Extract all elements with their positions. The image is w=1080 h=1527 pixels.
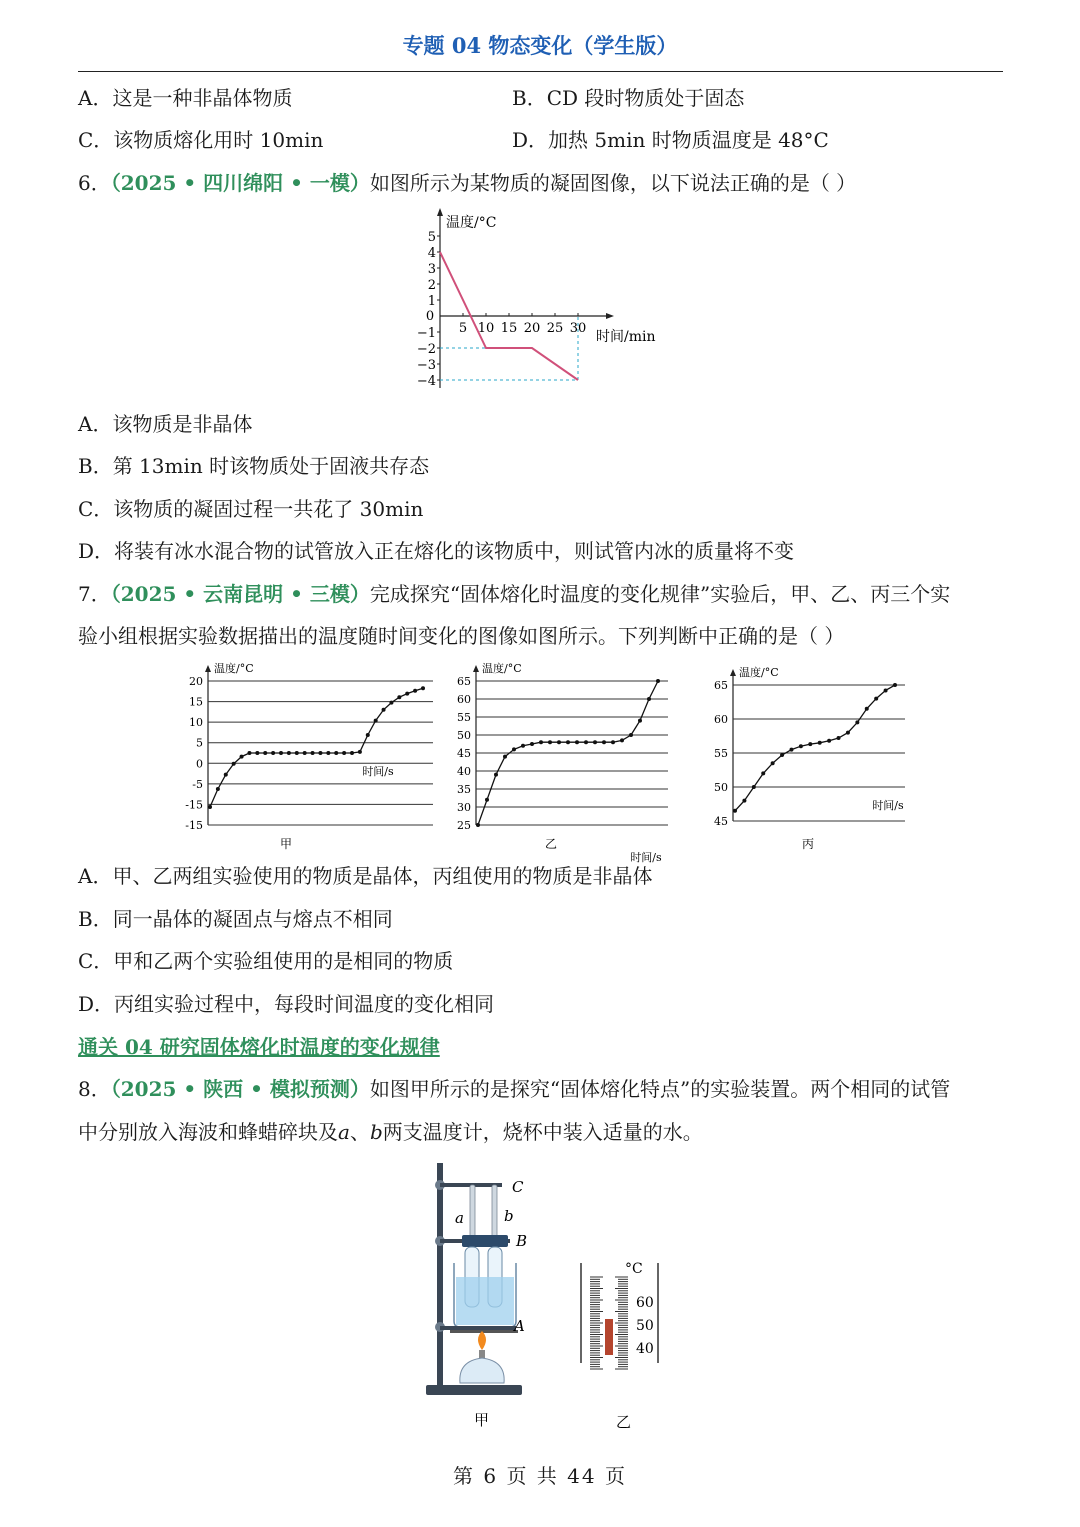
q7-point <box>413 689 417 693</box>
q7-ytick: 45 <box>457 747 471 760</box>
q7-point <box>752 785 756 789</box>
q6-xtick: 10 <box>477 321 495 336</box>
q7-point <box>780 753 784 757</box>
q6-option-a: A．该物质是非晶体 <box>78 412 253 436</box>
q7-ytick: 45 <box>714 815 728 828</box>
q7-point <box>733 809 737 813</box>
q7-point <box>855 720 859 724</box>
stand-rod <box>437 1163 443 1388</box>
q7-point <box>255 751 259 755</box>
q7-point <box>208 805 212 809</box>
q6-stem <box>78 169 856 197</box>
thermo-unit: °C <box>625 1261 643 1277</box>
q6-ytick: 4 <box>427 246 436 261</box>
q7-ytick: 50 <box>457 729 471 742</box>
var-sep: 、 <box>349 1120 370 1144</box>
q7-point <box>539 740 543 744</box>
q6-ytick: 2 <box>427 278 436 293</box>
q7-panel-乙 <box>457 661 668 864</box>
q7-point <box>271 751 275 755</box>
q7-xlabel: 时间/s <box>630 851 662 864</box>
q7-ytick: 65 <box>714 679 728 692</box>
q7-point <box>874 697 878 701</box>
q7-point <box>575 740 579 744</box>
q7-stem-line1 <box>78 580 950 608</box>
q6-ylabel: 温度/°C <box>446 215 497 231</box>
q7-point <box>334 751 338 755</box>
q6-ytick: −3 <box>416 358 436 373</box>
q8-text-2: 中分别放入海波和蜂蜡碎块及 <box>78 1120 338 1144</box>
q7-ytick: -15 <box>185 819 203 832</box>
q7-point <box>602 740 606 744</box>
q7-ytick: 50 <box>714 781 728 794</box>
q7-option-a: A．甲、乙两组实验使用的物质是晶体，丙组使用的物质是非晶体 <box>78 864 653 888</box>
q7-ytick: 35 <box>457 783 471 796</box>
q7-panel-丙 <box>714 665 905 851</box>
q7-point <box>263 751 267 755</box>
q7-charts <box>180 655 904 864</box>
q6-xlabel: 时间/min <box>596 329 656 345</box>
q7-option-b: B．同一晶体的凝固点与熔点不相同 <box>78 907 393 931</box>
q6-xtick: 20 <box>523 321 541 336</box>
q6-ytick: 5 <box>427 230 436 245</box>
label-C: C <box>512 1178 524 1196</box>
q7-point <box>818 741 822 745</box>
q6-chart <box>410 202 670 392</box>
q7-point <box>476 823 480 827</box>
q5-option-a: A．这是一种非晶体物质 <box>78 86 293 110</box>
q7-ylabel: 温度/°C <box>739 666 779 679</box>
q7-stem-line2: 验小组根据实验数据描出的温度随时间变化的图像如图所示。下列判断中正确的是（ ） <box>78 624 845 648</box>
q7-point <box>789 748 793 752</box>
q7-xlabel: 时间/s <box>872 799 904 812</box>
var-b: b <box>369 1120 383 1144</box>
q6-number: 6． <box>78 171 111 195</box>
q7-point <box>566 740 570 744</box>
q7-xlabel: 时间/s <box>362 765 394 778</box>
q7-point <box>358 750 362 754</box>
alcohol-lamp <box>460 1358 504 1383</box>
q6-option-d: D．将装有冰水混合物的试管放入正在熔化的该物质中，则试管内冰的质量将不变 <box>78 539 795 563</box>
q7-caption: 乙 <box>545 837 558 851</box>
q7-ytick: 60 <box>714 713 728 726</box>
q7-ytick: 60 <box>457 693 471 706</box>
q7-point <box>240 755 244 759</box>
thermo-liquid <box>605 1319 613 1355</box>
q7-point <box>611 740 615 744</box>
q7-point <box>799 744 803 748</box>
label-B: B <box>516 1232 528 1250</box>
q6-origin: 0 <box>425 309 435 324</box>
caption-yi: 乙 <box>616 1413 632 1431</box>
q7-point <box>530 742 534 746</box>
q7-point <box>342 751 346 755</box>
q6-ytick: 1 <box>427 294 436 309</box>
q7-number: 7． <box>78 582 111 606</box>
q7-point <box>224 773 228 777</box>
q7-ytick: 55 <box>457 711 471 724</box>
q7-ytick: 20 <box>189 675 203 688</box>
q7-ytick: 55 <box>714 747 728 760</box>
q7-point <box>295 751 299 755</box>
q7-point <box>326 751 330 755</box>
q7-curve <box>735 685 895 811</box>
label-b: b <box>504 1207 514 1225</box>
thermo-40: 40 <box>636 1341 654 1357</box>
q7-point <box>656 679 660 683</box>
q7-ylabel: 温度/°C <box>482 662 522 675</box>
q7-ytick: -5 <box>192 777 203 791</box>
q6-xtick: 15 <box>500 321 518 336</box>
q7-point <box>350 751 354 755</box>
q6-ytick: −4 <box>416 374 436 389</box>
q7-point <box>846 731 850 735</box>
caption-jia: 甲 <box>474 1411 490 1429</box>
q7-point <box>620 738 624 742</box>
q6-xtick: 25 <box>546 321 564 336</box>
header-rule <box>78 71 1003 72</box>
q7-ytick: 0 <box>196 757 203 771</box>
thermo-50: 50 <box>636 1318 654 1334</box>
q7-point <box>287 751 291 755</box>
q6-option-c: C．该物质的凝固过程一共花了 30min <box>78 497 424 521</box>
q7-point <box>865 707 869 711</box>
q7-point <box>503 755 507 759</box>
q7-point <box>761 771 765 775</box>
q7-point <box>808 742 812 746</box>
q7-point <box>742 799 746 803</box>
section-title: 通关 04 研究固体熔化时温度的变化规律 <box>78 1035 440 1059</box>
q7-point <box>397 695 401 699</box>
q7-point <box>311 751 315 755</box>
q6-ytick: 3 <box>427 262 436 277</box>
q7-point <box>548 740 552 744</box>
thermo-60: 60 <box>636 1295 654 1311</box>
q7-point <box>216 787 220 791</box>
q7-text: 完成探究“固体熔化时温度的变化规律”实验后，甲、乙、丙三个实 <box>369 582 951 606</box>
q7-point <box>279 751 283 755</box>
flame-icon <box>478 1331 486 1350</box>
q6-xtick: 30 <box>569 321 587 336</box>
q7-ytick: 25 <box>457 819 471 832</box>
q7-ytick: 40 <box>457 765 471 778</box>
q7-point <box>421 686 425 690</box>
q7-ytick: 65 <box>457 675 471 688</box>
q7-point <box>771 761 775 765</box>
q7-ytick: -15 <box>185 798 203 812</box>
q7-ytick: 30 <box>457 801 471 814</box>
q8-number: 8． <box>78 1077 111 1101</box>
q7-point <box>837 736 841 740</box>
q6-ytick: −1 <box>416 326 436 341</box>
q8-text-3: 两支温度计，烧杯中装入适量的水。 <box>382 1120 703 1144</box>
q7-point <box>521 744 525 748</box>
q7-curve <box>210 688 423 807</box>
q7-source: （2025 • 云南昆明 • 三模） <box>110 582 370 606</box>
q7-point <box>647 697 651 701</box>
q5-option-d: D．加热 5min 时物质温度是 48°C <box>512 128 829 152</box>
q7-point <box>303 751 307 755</box>
label-a: a <box>455 1209 464 1227</box>
q7-point <box>584 740 588 744</box>
q7-point <box>247 751 251 755</box>
q7-point <box>593 740 597 744</box>
q7-point <box>382 708 386 712</box>
q7-point <box>485 798 489 802</box>
q7-ytick: 15 <box>189 695 203 709</box>
q6-xtick: 5 <box>458 321 468 336</box>
q7-ytick: 10 <box>189 716 203 730</box>
page-footer: 第 6 页 共 44 页 <box>453 1464 627 1488</box>
q5-option-c: C．该物质熔化用时 10min <box>78 128 324 152</box>
q7-point <box>512 747 516 751</box>
page-header: 专题 04 物态变化（学生版） <box>402 33 678 58</box>
var-a: a <box>338 1120 350 1144</box>
label-A: A <box>514 1317 525 1335</box>
q7-caption: 丙 <box>802 837 815 851</box>
q6-option-b: B．第 13min 时该物质处于固液共存态 <box>78 454 430 478</box>
q7-point <box>366 733 370 737</box>
q7-panel-甲 <box>185 661 433 851</box>
q7-point <box>629 733 633 737</box>
q7-option-c: C．甲和乙两个实验组使用的是相同的物质 <box>78 949 454 973</box>
thermometer-figure <box>570 1255 670 1435</box>
q7-point <box>389 701 393 705</box>
q7-point <box>893 683 897 687</box>
q7-point <box>494 773 498 777</box>
q7-point <box>884 688 888 692</box>
q7-point <box>232 762 236 766</box>
q7-point <box>405 692 409 696</box>
q5-option-b: B．CD 段时物质处于固态 <box>512 86 745 110</box>
q7-point <box>638 719 642 723</box>
q8-source: （2025 • 陕西 • 模拟预测） <box>110 1077 370 1101</box>
q7-ytick: 5 <box>196 736 203 750</box>
q8-text: 如图甲所示的是探究“固体熔化特点”的实验装置。两个相同的试管 <box>369 1077 951 1101</box>
q7-caption: 甲 <box>280 837 293 851</box>
q7-point <box>374 719 378 723</box>
q7-option-d: D．丙组实验过程中，每段时间温度的变化相同 <box>78 992 495 1016</box>
q6-text: 如图所示为某物质的凝固图像，以下说法正确的是（ ） <box>369 171 857 195</box>
apparatus-figure <box>410 1155 550 1435</box>
q6-source: （2025 • 四川绵阳 • 一模） <box>110 171 370 195</box>
q8-stem-line1 <box>78 1075 950 1103</box>
q7-point <box>557 740 561 744</box>
q7-point <box>827 739 831 743</box>
q7-ylabel: 温度/°C <box>214 662 254 675</box>
q8-stem-line2 <box>78 1118 703 1146</box>
q6-ytick: −2 <box>416 342 436 357</box>
q7-point <box>318 751 322 755</box>
